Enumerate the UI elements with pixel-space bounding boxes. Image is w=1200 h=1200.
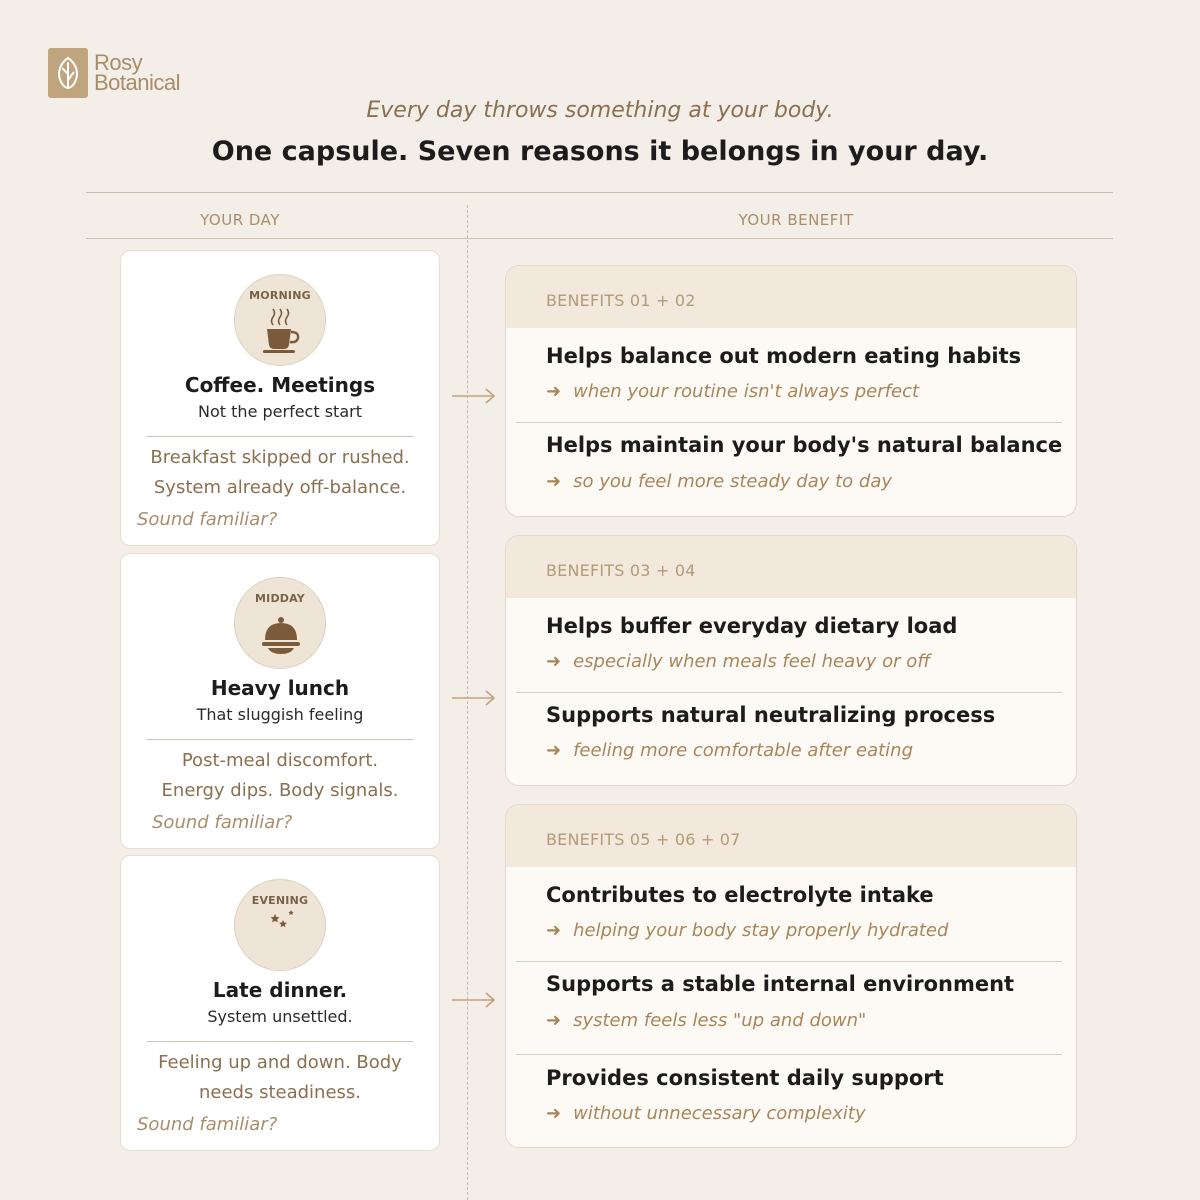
day-description-line: Post-meal discomfort. xyxy=(181,750,379,771)
day-description xyxy=(121,746,439,806)
day-badge xyxy=(234,274,326,366)
brand-name-line1: Rosy xyxy=(94,50,143,75)
day-description xyxy=(121,443,439,503)
benefit-note-text: without unnecessary complexity xyxy=(573,1103,866,1124)
day-card-evening xyxy=(120,855,440,1151)
benefit-separator xyxy=(516,692,1062,693)
benefit-card xyxy=(505,804,1077,1148)
benefit-note-text: system feels less "up and down" xyxy=(573,1010,867,1031)
day-badge xyxy=(234,879,326,971)
leaf-icon xyxy=(48,48,88,98)
arrow-right-icon: ➜ xyxy=(546,471,562,492)
arrow-right-icon xyxy=(450,688,498,708)
arrow-right-icon: ➜ xyxy=(546,1103,562,1124)
page-kicker: Every day throws something at your body. xyxy=(366,98,834,123)
benefit-note xyxy=(546,471,892,492)
benefit-note xyxy=(546,1010,866,1031)
day-description-line: Breakfast skipped or rushed. xyxy=(150,447,410,468)
day-divider xyxy=(147,1041,413,1042)
benefit-card-header: BENEFITS 03 + 04 xyxy=(506,536,1076,598)
benefit-separator xyxy=(516,1054,1062,1055)
benefit-title: Provides consistent daily support xyxy=(546,1066,944,1090)
page-title: One capsule. Seven reasons it belongs in your day. xyxy=(211,136,989,167)
arrow-right-icon xyxy=(450,386,498,406)
arrow-right-icon: ➜ xyxy=(546,1010,562,1031)
moon-stars-icon xyxy=(261,910,301,960)
benefit-note xyxy=(546,740,913,761)
brand-logo xyxy=(48,48,180,98)
day-divider xyxy=(147,436,413,437)
arrow-right-icon: ➜ xyxy=(546,381,562,402)
benefit-title: Helps buffer everyday dietary load xyxy=(546,614,958,638)
benefit-separator xyxy=(516,961,1062,962)
day-description-line: System already off-balance. xyxy=(153,477,407,498)
benefit-title: Supports natural neutralizing process xyxy=(546,703,996,727)
benefit-title: Supports a stable internal environment xyxy=(546,972,1015,996)
benefit-note xyxy=(546,381,919,402)
badge-label: MIDDAY xyxy=(255,592,305,605)
arrow-right-icon: ➜ xyxy=(546,651,562,672)
day-subtitle: Not the perfect start xyxy=(198,402,362,421)
day-divider xyxy=(147,739,413,740)
benefit-note-text: helping your body stay properly hydrated xyxy=(573,920,949,941)
benefit-note xyxy=(546,1103,866,1124)
day-subtitle: That sluggish feeling xyxy=(196,705,364,724)
day-description-line: Energy dips. Body signals. xyxy=(161,780,399,801)
cloche-icon xyxy=(261,608,301,658)
day-card-morning xyxy=(120,250,440,546)
day-question: Sound familiar? xyxy=(137,1114,278,1135)
day-description xyxy=(121,1048,439,1108)
benefit-note-text: so you feel more steady day to day xyxy=(573,471,893,492)
benefit-note-text: when your routine isn't always perfect xyxy=(573,381,920,402)
day-question: Sound familiar? xyxy=(152,812,293,833)
column-header-benefit: YOUR BENEFIT xyxy=(738,211,854,229)
benefit-note-text: feeling more comfortable after eating xyxy=(573,740,914,761)
benefit-note xyxy=(546,920,948,941)
brand-name xyxy=(94,50,181,95)
benefit-card xyxy=(505,265,1077,517)
benefit-separator xyxy=(516,422,1062,423)
benefit-card-header: BENEFITS 05 + 06 + 07 xyxy=(506,805,1076,867)
top-rule xyxy=(86,192,1113,193)
day-title: Late dinner. xyxy=(212,978,348,1002)
coffee-cup-icon xyxy=(261,305,301,355)
benefit-card-header: BENEFITS 01 + 02 xyxy=(506,266,1076,328)
benefit-note xyxy=(546,651,930,672)
day-description-line: needs steadiness. xyxy=(198,1082,361,1103)
brand-name-line2: Botanical xyxy=(94,70,181,95)
benefit-title: Contributes to electrolyte intake xyxy=(546,883,934,907)
day-description-line: Feeling up and down. Body xyxy=(158,1052,402,1073)
day-title: Heavy lunch xyxy=(210,676,350,700)
arrow-right-icon: ➜ xyxy=(546,920,562,941)
badge-label: EVENING xyxy=(251,894,309,907)
badge-label: MORNING xyxy=(249,289,311,302)
header-rule xyxy=(86,238,1113,239)
benefit-title: Helps maintain your body's natural balance xyxy=(546,433,1063,457)
day-question: Sound familiar? xyxy=(137,509,278,530)
column-header-day: YOUR DAY xyxy=(200,211,280,229)
benefit-card xyxy=(505,535,1077,786)
day-badge xyxy=(234,577,326,669)
benefit-note-text: especially when meals feel heavy or off xyxy=(573,651,931,672)
day-subtitle: System unsettled. xyxy=(207,1007,353,1026)
arrow-right-icon: ➜ xyxy=(546,740,562,761)
benefit-title: Helps balance out modern eating habits xyxy=(546,344,1022,368)
arrow-right-icon xyxy=(450,990,498,1010)
day-card-midday xyxy=(120,553,440,849)
day-title: Coffee. Meetings xyxy=(184,373,376,397)
